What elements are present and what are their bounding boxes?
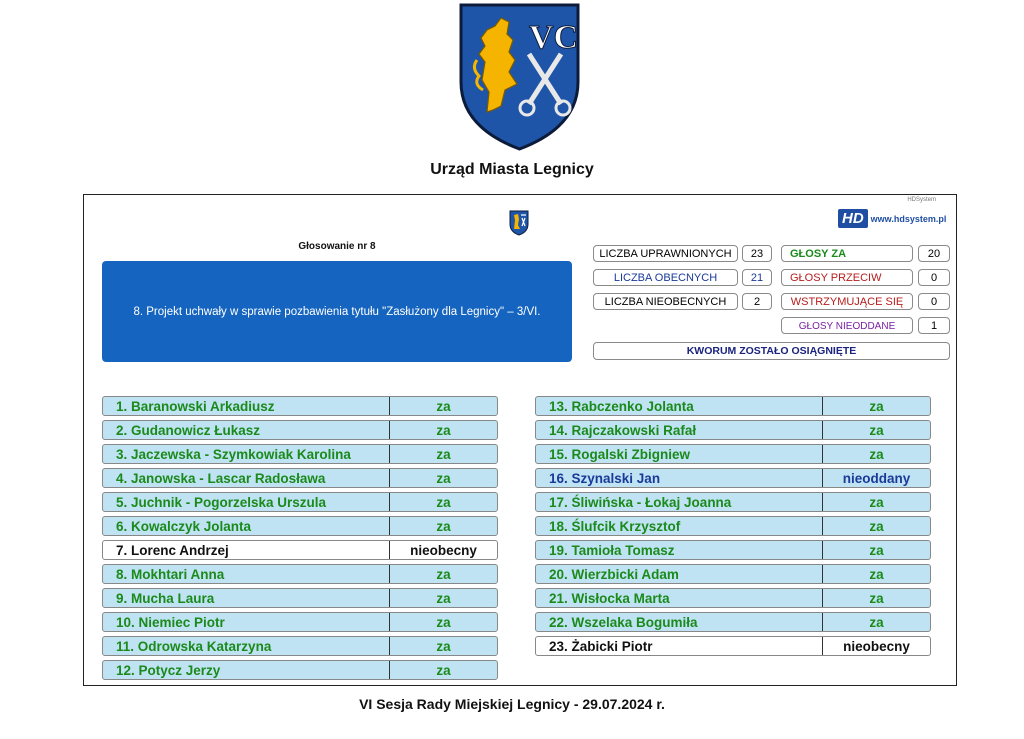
councillor-row xyxy=(535,588,931,608)
councillor-vote-result: za xyxy=(869,518,884,534)
councillor-name: 10. Niemiec Piotr xyxy=(103,613,390,631)
councillor-name: 9. Mucha Laura xyxy=(103,589,390,607)
resolution-topic-text: 8. Projekt uchwały w sprawie pozbawienia tytułu "Zasłużony dla Legnicy" – 3/VI. xyxy=(133,305,541,318)
councillor-vote-result: za xyxy=(869,398,884,414)
councillor-row xyxy=(535,492,931,512)
absent-label: LICZBA NIEOBECNYCH xyxy=(593,293,738,310)
city-hall-title: Urząd Miasta Legnicy xyxy=(430,161,594,178)
councillor-vote-result: za xyxy=(869,542,884,558)
councillor-row xyxy=(102,540,498,560)
councillor-row xyxy=(535,516,931,536)
councillor-name: 2. Gudanowicz Łukasz xyxy=(103,421,390,439)
councillor-row xyxy=(102,396,498,416)
councillor-row xyxy=(535,564,931,584)
councillor-row xyxy=(535,540,931,560)
councillor-row xyxy=(102,636,498,656)
councillor-row xyxy=(535,636,931,656)
councillor-name: 7. Lorenc Andrzej xyxy=(103,541,390,559)
councillor-name: 20. Wierzbicki Adam xyxy=(536,565,823,583)
councillor-vote-result: za xyxy=(869,614,884,630)
absent-value: 2 xyxy=(742,293,772,310)
councillor-name: 22. Wszelaka Bogumiła xyxy=(536,613,823,631)
councillor-vote-result: za xyxy=(436,590,451,606)
councillor-name: 16. Szynalski Jan xyxy=(536,469,823,487)
councillor-name: 4. Janowska - Lascar Radosława xyxy=(103,469,390,487)
councillor-row xyxy=(102,420,498,440)
councillor-name: 5. Juchnik - Pogorzelska Urszula xyxy=(103,493,390,511)
councillor-name: 13. Rabczenko Jolanta xyxy=(536,397,823,415)
councillor-row xyxy=(535,444,931,464)
councillor-row xyxy=(102,444,498,464)
councillor-vote-result: za xyxy=(436,662,451,678)
councillor-vote-result: za xyxy=(436,518,451,534)
councillor-row xyxy=(102,468,498,488)
small-coat-of-arms-icon xyxy=(509,210,529,236)
councillor-vote-result: za xyxy=(436,494,451,510)
svg-text:VC: VC xyxy=(529,19,579,56)
votes-for-value: 20 xyxy=(918,245,950,262)
councillor-row xyxy=(102,660,498,680)
abstain-value: 0 xyxy=(918,293,950,310)
coat-of-arms-logo xyxy=(457,2,582,152)
present-value: 21 xyxy=(742,269,772,286)
councillor-row xyxy=(535,420,931,440)
councillor-vote-result: za xyxy=(869,494,884,510)
councillor-vote-result: za xyxy=(436,470,451,486)
hdsystem-logo xyxy=(838,209,946,228)
hdsystem-url: www.hdsystem.pl xyxy=(870,213,947,224)
councillor-name: 12. Potycz Jerzy xyxy=(103,661,390,679)
councillor-row xyxy=(102,564,498,584)
councillor-vote-result: nieobecny xyxy=(410,542,477,558)
abstain-label: WSTRZYMUJĄCE SIĘ xyxy=(781,293,913,310)
councillor-row xyxy=(535,612,931,632)
councillor-name: 19. Tamioła Tomasz xyxy=(536,541,823,559)
councillor-name: 15. Rogalski Zbigniew xyxy=(536,445,823,463)
councillor-vote-result: za xyxy=(436,638,451,654)
councillor-name: 11. Odrowska Katarzyna xyxy=(103,637,390,655)
not-cast-value: 1 xyxy=(918,317,950,334)
present-label: LICZBA OBECNYCH xyxy=(593,269,738,286)
councillor-name: 18. Ślufcik Krzysztof xyxy=(536,517,823,535)
brand-small-text: HDSystem xyxy=(907,197,936,203)
councillor-row xyxy=(102,588,498,608)
councillor-row xyxy=(102,612,498,632)
councillor-vote-result: za xyxy=(436,566,451,582)
vote-number: Głosowanie nr 8 xyxy=(298,241,376,252)
councillor-name: 8. Mokhtari Anna xyxy=(103,565,390,583)
resolution-topic xyxy=(102,261,572,362)
hd-logo-mark: HD xyxy=(838,209,868,228)
councillor-name: 1. Baranowski Arkadiusz xyxy=(103,397,390,415)
councillor-vote-result: nieoddany xyxy=(842,470,911,486)
councillor-row xyxy=(535,396,931,416)
entitled-value: 23 xyxy=(742,245,772,262)
councillor-vote-result: za xyxy=(436,446,451,462)
councillor-row xyxy=(535,468,931,488)
not-cast-label: GŁOSY NIEODDANE xyxy=(781,317,913,334)
councillor-vote-result: za xyxy=(869,590,884,606)
session-footer: VI Sesja Rady Miejskiej Legnicy - 29.07.2024 r. xyxy=(359,696,665,712)
councillor-name: 6. Kowalczyk Jolanta xyxy=(103,517,390,535)
votes-against-label: GŁOSY PRZECIW xyxy=(781,269,913,286)
councillor-vote-result: za xyxy=(869,422,884,438)
councillor-name: 23. Żabicki Piotr xyxy=(536,637,823,655)
councillor-vote-result: za xyxy=(869,446,884,462)
councillor-vote-result: nieobecny xyxy=(843,638,910,654)
votes-for-label: GŁOSY ZA xyxy=(781,245,913,262)
councillor-name: 17. Śliwińska - Łokaj Joanna xyxy=(536,493,823,511)
councillor-name: 21. Wisłocka Marta xyxy=(536,589,823,607)
councillor-row xyxy=(102,516,498,536)
councillor-name: 14. Rajczakowski Rafał xyxy=(536,421,823,439)
quorum-status: KWORUM ZOSTAŁO OSIĄGNIĘTE xyxy=(593,342,950,360)
voting-results-panel xyxy=(83,194,957,686)
councillor-row xyxy=(102,492,498,512)
councillor-vote-result: za xyxy=(436,422,451,438)
entitled-label: LICZBA UPRAWNIONYCH xyxy=(593,245,738,262)
councillor-name: 3. Jaczewska - Szymkowiak Karolina xyxy=(103,445,390,463)
councillor-vote-result: za xyxy=(436,614,451,630)
councillor-vote-result: za xyxy=(869,566,884,582)
councillor-vote-result: za xyxy=(436,398,451,414)
votes-against-value: 0 xyxy=(918,269,950,286)
